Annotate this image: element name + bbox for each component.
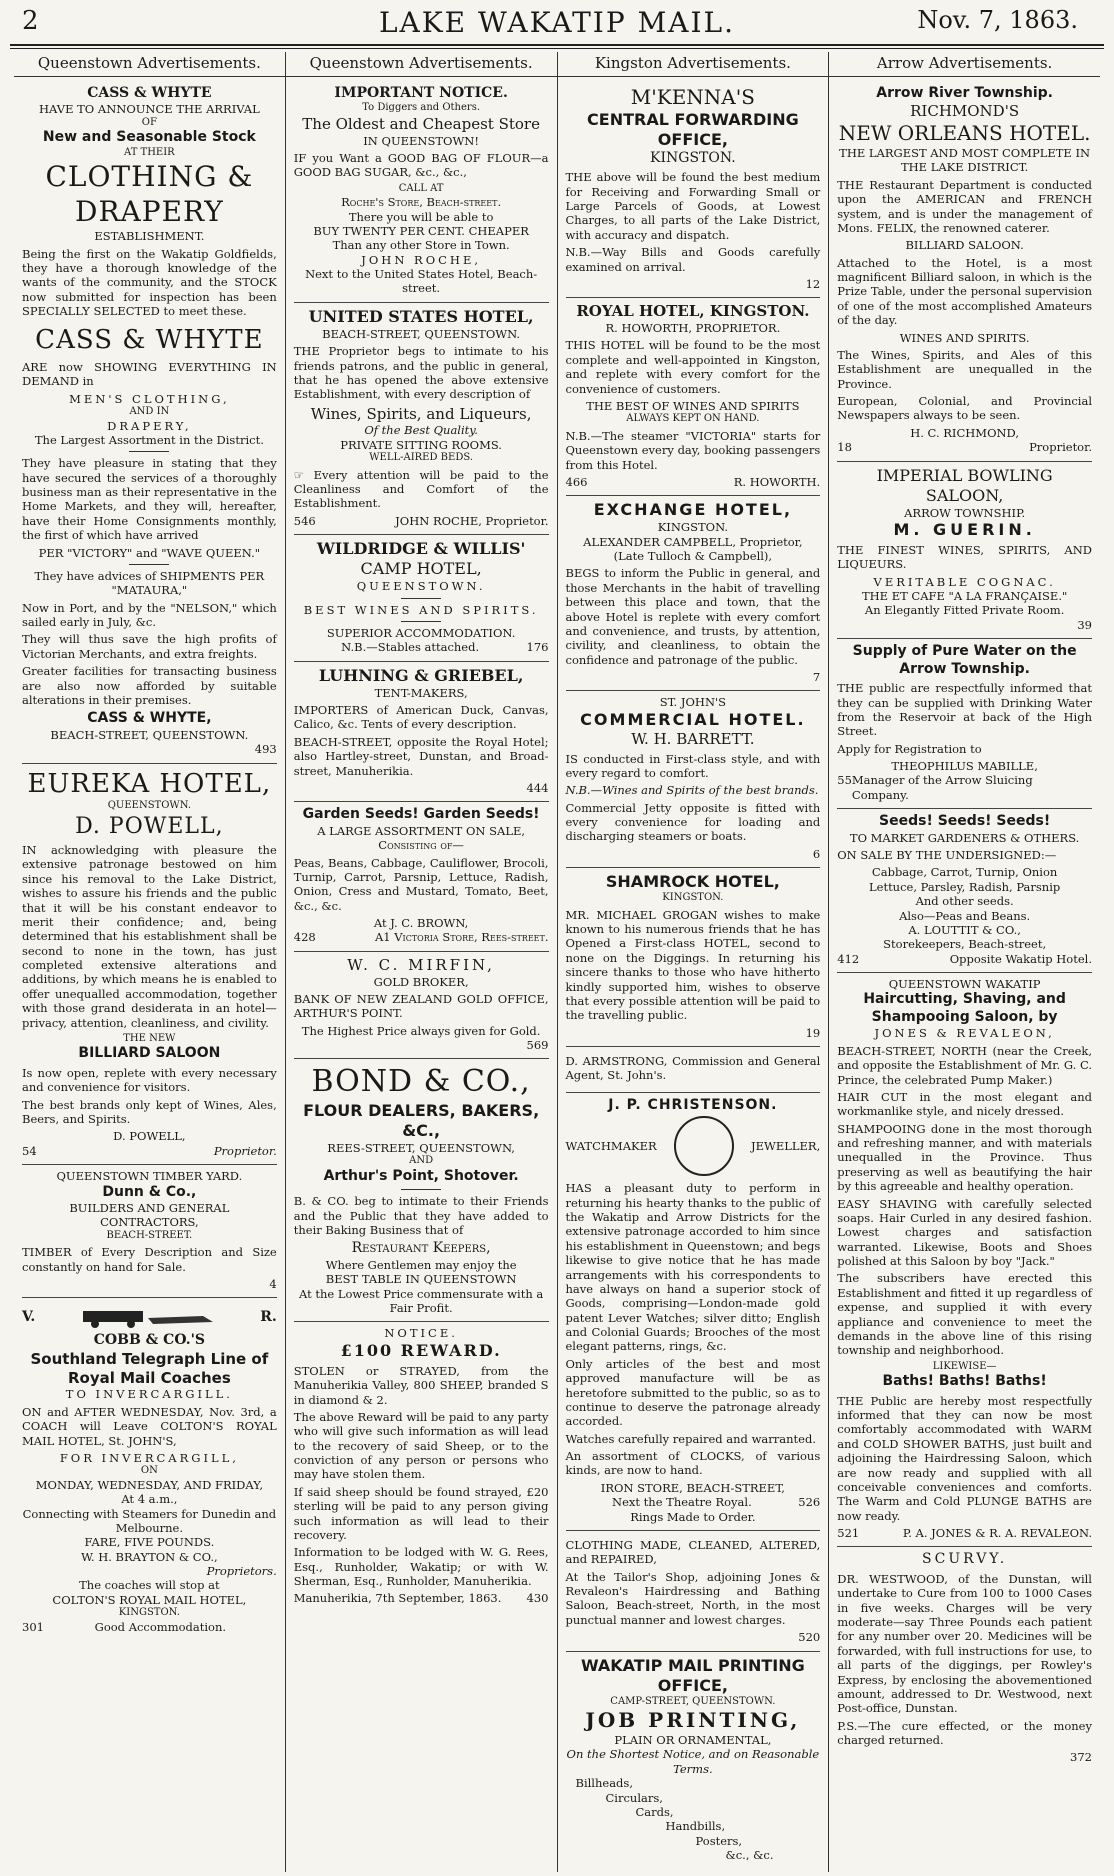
- ad-line: A1 Victoria Store, Rees-street.: [374, 930, 549, 945]
- ad-body: Only articles of the best and most approved manufacture will be as heretofore submitted to the public, so as to continue to deserve the patronage already accorded.: [565, 1356, 821, 1429]
- ad-title: EUREKA HOTEL,: [27, 768, 272, 799]
- ad-body: BEACH-STREET, NORTH (near the Creek, and opposite the Establishment of Mr. G. C. Prince, the celebrated Pump Maker.): [837, 1043, 1092, 1087]
- ad-line: On the Shortest Notice, and on Reasonable Terms.: [566, 1747, 820, 1776]
- ad-body: THE Public are hereby most respectfully informed that they can now be most comfortably accommodated with WARM and COLD SHOWER BATHS, just built and adjoining the Hairdressing Saloon, which are now ready and supplied with all conceivable conveniences and comforts. The Warm and Cold PLUNGE BATHS are now ready.: [837, 1393, 1092, 1523]
- ad-line: LIKEWISE—: [932, 1360, 997, 1372]
- ad-body: Is now open, replete with every necessary and convenience for visitors.: [22, 1065, 277, 1095]
- ad-line: COLTON'S ROYAL MAIL HOTEL,: [52, 1592, 247, 1607]
- ad-body: THE FINEST WINES, SPIRITS, AND LIQUEURS.: [837, 542, 1092, 572]
- ad-exchange-hotel: [566, 496, 821, 691]
- ad-line: KINGSTON.: [657, 520, 729, 535]
- coach-illustration-icon: [73, 1306, 223, 1328]
- ad-line: Manuherikia, 7th September, 1863.: [293, 1591, 502, 1606]
- ad-body: N.B.—Wines and Spirits of the best brands.: [565, 783, 819, 798]
- ad-number: 39: [1077, 617, 1092, 632]
- ad-line: R.: [260, 1308, 277, 1325]
- ad-line: Wines, Spirits, and Liqueurs,: [310, 404, 532, 423]
- ad-line: Consisting of—: [378, 838, 464, 853]
- ad-body: Every attention will be paid to the Cleanliness and Comfort of the Establishment.: [293, 467, 549, 511]
- ad-line: Proprietor.: [1029, 440, 1092, 455]
- ad-number: 521: [837, 1526, 860, 1540]
- ad-number: 176: [526, 640, 549, 655]
- pocket-watch-icon: [674, 1116, 734, 1176]
- ad-mckenna: [566, 81, 821, 299]
- ad-signature: W. H. BRAYTON & CO.,: [81, 1549, 218, 1564]
- ad-line: Dunn & Co.,: [102, 1183, 197, 1200]
- ad-title: CASS & WHYTE: [87, 84, 212, 101]
- ad-line: They have advices of SHIPMENTS PER "MATAURA,": [34, 568, 265, 598]
- ad-line: Storekeepers, Beach-street,: [883, 937, 1047, 952]
- ad-water-supply: [837, 639, 1092, 809]
- ad-body: Apply for Registration to: [837, 741, 982, 756]
- ad-line: PLAIN OR ORNAMENTAL,: [614, 1733, 772, 1747]
- ad-body: TIMBER of Every Description and Size constantly on hand for Sale.: [22, 1245, 277, 1274]
- ad-shamrock-hotel: [566, 868, 821, 1047]
- ad-mirfin: [294, 952, 549, 1060]
- ad-title: J. P. CHRISTENSON.: [608, 1096, 778, 1113]
- ad-body: ARE now SHOWING EVERYTHING IN DEMAND in: [22, 359, 277, 389]
- ad-line: Lettuce, Parsley, Radish, Parsnip: [869, 879, 1061, 894]
- ad-body: THIS HOTEL will be found to be the most complete and well-appointed in Kingston, and replete with every comfort for the convenience of customers.: [565, 338, 821, 396]
- ad-line: And other seeds.: [915, 894, 1014, 909]
- ad-line: IN QUEENSTOWN!: [363, 133, 479, 148]
- ad-body: BEGS to inform the Public in general, and those Merchants in the habit of travelling between this place and town, that the above Hotel is replete with every comfort and convenience, and trusts, by attention, civility, and cleanliness, to obtain the confidence and patronage of the public.: [565, 566, 821, 667]
- ad-line: THE ET CAFE "A LA FRANÇAISE.": [861, 589, 1068, 603]
- divider: [401, 621, 441, 622]
- ad-line: CAMP-STREET, QUEENSTOWN.: [610, 1695, 776, 1707]
- ad-line: BEACH-STREET, QUEENSTOWN.: [322, 326, 521, 341]
- ad-line: Connecting with Steamers for Dunedin and Melbourne.: [22, 1506, 277, 1535]
- ad-body: They will thus save the high profits of Victorian Merchants, and extra freights.: [22, 632, 277, 661]
- ad-title: M'KENNA'S: [630, 84, 755, 109]
- ad-title: NOTICE.: [384, 1326, 458, 1341]
- ad-body: Attached to the Hotel, is a most magnificent Billiard saloon, in which is the Prize Table, under the personal supervision of one of the most accomplished Amateurs of the day.: [837, 255, 1092, 328]
- ad-title: Garden Seeds! Garden Seeds!: [302, 806, 540, 823]
- ad-line: The Oldest and Cheapest Store: [302, 114, 540, 133]
- ad-number: 493: [254, 742, 277, 757]
- ad-number: 18: [837, 440, 852, 455]
- ad-line: IRON STORE, BEACH-STREET,: [600, 1480, 785, 1495]
- issue-date: Nov. 7, 1863.: [917, 6, 1078, 34]
- ad-line: DRAPERY,: [107, 418, 192, 433]
- newspaper-title: LAKE WAKATIP MAIL.: [378, 6, 736, 39]
- ad-body: The subscribers have erected this Establishment and fitted it up regardless of expense, and supplied it with every appliance and convenience to meet the demands in the above line of this rising township and neighborhood.: [837, 1271, 1092, 1358]
- ad-title: LUHNING & GRIEBEL,: [318, 665, 524, 685]
- ad-line: ON: [140, 1465, 158, 1477]
- ad-arrow-seeds: [837, 809, 1092, 973]
- ad-line: REES-STREET, QUEENSTOWN,: [327, 1140, 515, 1155]
- columns: [14, 52, 1100, 1872]
- pointing-hand-icon: ☞: [293, 467, 305, 482]
- ad-line: Arthur's Point, Shotover.: [323, 1167, 519, 1184]
- ad-line: PER "VICTORY" and "WAVE QUEEN.": [38, 545, 261, 560]
- ad-eureka-hotel: [22, 764, 277, 1166]
- ad-line: BUY TWENTY PER CENT. CHEAPER: [313, 223, 529, 238]
- ad-st-johns-hotel: [566, 691, 821, 868]
- ad-title: WILDRIDGE & WILLIS': [316, 539, 526, 559]
- ad-number: 520: [798, 1630, 821, 1645]
- ad-line: Also—Peas and Beans.: [899, 908, 1031, 923]
- ad-line: KINGSTON.: [650, 149, 736, 166]
- ad-body: Greater facilities for transacting business are also now afforded by suitable alterations in their premises.: [22, 664, 277, 707]
- list-item: Posters,: [695, 1833, 743, 1848]
- ad-line: R. HOWORTH, PROPRIETOR.: [605, 321, 781, 335]
- ad-body: THE Restaurant Department is conducted upon the AMERICAN and FRENCH system, and is under the management of Mons. FELIX, the renowned caterer.: [837, 177, 1092, 235]
- ad-body: THE above will be found the best medium for Receiving and Forwarding Small or Large Parcels of Goods, at Lowest Charges, to all parts of the Lake District, with accuracy and dispatch.: [565, 170, 821, 242]
- divider: [129, 564, 169, 565]
- ad-luhning-griebel: [294, 662, 549, 803]
- ad-line: MEN'S CLOTHING,: [69, 391, 230, 406]
- ad-line: Proprietors.: [206, 1564, 277, 1578]
- ad-body: P.S.—The cure effected, or the money charged returned.: [837, 1718, 1092, 1747]
- ad-number: 466: [565, 474, 588, 489]
- ad-body: N.B.—The steamer "VICTORIA" starts for Queenstown every day, booking passengers from this Hotel.: [565, 428, 821, 472]
- ad-line: The coaches will stop at: [79, 1578, 220, 1593]
- ad-number: 546: [293, 513, 316, 528]
- ad-line: Than any other Store in Town.: [332, 238, 510, 253]
- ad-body: D. ARMSTRONG, Commission and General Agent, St. John's.: [565, 1054, 821, 1083]
- ad-title: W. C. MIRFIN,: [347, 955, 495, 974]
- ad-body: HAS a pleasant duty to perform in returning his hearty thanks to the public of the Wakatip and Arrow Districts for the extensive patronage accorded to him since his establishment in Queenstown; and begs likewise to give notice that he has made arrangements with his correspondents to have always on hand a superior stock of Goods, comprising—London-made gold patent Lever Watches; silver ditto; English and Colonial Guards; Brooches of the most elegant patterns, rings, &c.: [565, 1181, 821, 1354]
- ad-line: Next to the United States Hotel, Beach-street.: [305, 267, 538, 296]
- ad-body: IF you Want a GOOD BAG OF FLOUR—a GOOD BAG SUGAR, &c., &c.,: [293, 150, 549, 180]
- ad-clothing-repair: [566, 1531, 821, 1652]
- ad-body: An assortment of CLOCKS, of various kinds, are now to hand.: [565, 1449, 821, 1478]
- ad-body: THE public are respectfully informed that they can be supplied with Drinking Water from the Reservoir at back of the High Street.: [837, 681, 1092, 739]
- ad-line: TO INVERCARGILL.: [65, 1387, 233, 1402]
- ad-line: PRIVATE SITTING ROOMS.: [340, 437, 502, 452]
- ad-line: FLOUR DEALERS, BAKERS, &C.,: [303, 1100, 540, 1140]
- ad-line: SUPERIOR ACCOMMODATION.: [326, 625, 516, 640]
- ad-line: £100 REWARD.: [340, 1340, 502, 1360]
- ad-title: ROYAL HOTEL, KINGSTON.: [576, 302, 810, 321]
- ad-bond-co: [294, 1059, 549, 1322]
- ad-royal-hotel: [566, 298, 821, 496]
- ad-notice-reward: [294, 1322, 549, 1611]
- ad-line: BEST TABLE IN QUEENSTOWN: [325, 1272, 517, 1287]
- list-item: Circulars,: [605, 1790, 663, 1805]
- ad-line: Where Gentlemen may enjoy the: [325, 1257, 517, 1272]
- ad-title: IMPORTANT NOTICE.: [334, 84, 508, 101]
- ad-line: THE BEST OF WINES AND SPIRITS: [586, 398, 800, 413]
- ad-headline: CASS & WHYTE: [35, 325, 264, 356]
- ad-line: BUILDERS AND GENERAL CONTRACTORS,: [69, 1201, 230, 1230]
- ad-roche-store: [294, 81, 549, 303]
- ad-line: The Highest Price always given for Gold.: [301, 1023, 541, 1038]
- ad-line: At J. C. BROWN,: [373, 916, 469, 930]
- ad-united-states-hotel: [294, 303, 549, 535]
- ad-line: JOB PRINTING,: [585, 1708, 801, 1732]
- ad-title: Seeds! Seeds! Seeds!: [879, 813, 1051, 830]
- ad-richmond-hotel: [837, 81, 1092, 462]
- ad-body: MR. MICHAEL GROGAN wishes to make known to his numerous friends that he has Opened a First-class HOTEL, second to none on the Diggings. In returning his sincere thanks to those who have hitherto kindly supported him, wishes to observe that every possible attention will be paid to the travelling public.: [565, 907, 821, 1023]
- ad-body: European, Colonial, and Provincial Newspapers always to be seen.: [837, 394, 1092, 423]
- ad-body: ON and AFTER WEDNESDAY, Nov. 3rd, a COACH will Leave COLTON'S ROYAL MAIL HOTEL, St. JOHN'S,: [22, 1404, 277, 1448]
- list-item: Billheads,: [575, 1776, 633, 1791]
- ad-line: There you will be able to: [348, 209, 494, 224]
- ad-line: New and Seasonable Stock: [42, 129, 256, 146]
- ad-line: W. H. BARRETT.: [631, 729, 755, 748]
- ad-number: 7: [812, 670, 821, 684]
- ad-body: If said sheep should be found strayed, £20 sterling will be paid to any person giving such information as will lead to their recovery.: [293, 1484, 549, 1542]
- ad-line: BILLIARD SALOON.: [905, 238, 1024, 253]
- ad-number: 6: [812, 846, 821, 861]
- ad-body: THE Proprietor begs to intimate to his friends patrons, and the public in general, that he has opened the above extensive Establishment, with every description of: [293, 344, 549, 402]
- ad-line: JEWELLER,: [751, 1139, 821, 1154]
- ad-body: ON SALE BY THE UNDERSIGNED:—: [837, 848, 1057, 862]
- ad-signature: THEOPHILUS MABILLE,: [891, 759, 1038, 773]
- ad-number: 12: [805, 276, 821, 291]
- ad-line: The Largest Assortment in the District.: [34, 432, 264, 447]
- ad-line: AND: [409, 1155, 434, 1167]
- ad-body: IN acknowledging with pleasure the extensive patronage bestowed on him since his removal to the Lake District, wishes to assure his friends and the public that it will be his constant endeavor to merit their confidence; and, being determined that his establishment shall be second to none in the town, has just completed extensive alterations and additions, by which means he is enabled to offer unequalled accommodation, together with those grand desiderata in an hotel—privacy, attention, cleanliness, and civility.: [22, 843, 277, 1030]
- ad-title: QUEENSTOWN TIMBER YARD.: [56, 1169, 243, 1184]
- ad-signature: H. C. RICHMOND,: [910, 425, 1020, 440]
- ad-line: WELL-AIRED BEDS.: [369, 452, 474, 464]
- ad-line: ALEXANDER CAMPBELL, Proprietor,: [583, 534, 803, 549]
- column-kingston: [557, 52, 829, 1872]
- ad-line: OF: [141, 116, 157, 128]
- ad-number: 55: [837, 773, 852, 788]
- ad-title: EXCHANGE HOTEL,: [593, 500, 793, 520]
- ad-line: FARE, FIVE POUNDS.: [84, 1535, 215, 1550]
- page-number: 2: [22, 6, 39, 36]
- ad-line: WATCHMAKER: [565, 1139, 657, 1154]
- ad-signature: A. LOUTTIT & CO.,: [908, 922, 1021, 937]
- ad-headline: CLOTHING & DRAPERY: [45, 160, 254, 229]
- ad-body: EASY SHAVING with carefully selected soaps. Hair Curled in any desired fashion. Lowest charges and satisfaction warranted. Likewise, Boots and Shoes polished at this Saloon by boy "Jack.": [837, 1196, 1092, 1268]
- ad-title: Arrow River Township.: [876, 84, 1053, 101]
- ad-cass-whyte: [22, 81, 277, 764]
- masthead: [0, 0, 1114, 48]
- ad-body: Watches carefully repaired and warranted.: [565, 1431, 816, 1446]
- ad-line: KINGSTON.: [118, 1607, 180, 1619]
- ad-line: THE NEW: [123, 1032, 176, 1044]
- ad-line: QUEENSTOWN WAKATIP: [888, 977, 1041, 991]
- ad-number: 372: [1070, 1750, 1092, 1765]
- ad-line: To Diggers and Others.: [362, 102, 481, 114]
- ad-line: Roche's Store, Beach-street.: [341, 195, 502, 210]
- ad-title: Haircutting, Shaving, and Shampooing Saloon, by: [863, 991, 1066, 1025]
- ad-number: 54: [22, 1143, 37, 1158]
- ad-body: DR. WESTWOOD, of the Dunstan, will undertake to Cure from 100 to 1000 Cases in five weeks. Charges will be very moderate—say Three Pounds each patient for any number over 20. Medicines will be forwarded, with full instructions for use, to all parts of the diggings, per Rowley's Express, by enclosing the abovementioned amount, addressed to Dr. Westwood, next Post-office, Dunstan.: [837, 1571, 1092, 1716]
- ad-timber-yard: [22, 1165, 277, 1298]
- ad-number: 4: [269, 1277, 277, 1291]
- ad-number: 19: [805, 1025, 821, 1040]
- ad-signature: JOHN ROCHE, Proprietor.: [395, 513, 549, 528]
- ad-body: At the Tailor's Shop, adjoining Jones & Revaleon's Hairdressing and Bathing Saloon, Beach-street, North, in the most punctual manner and lowest charges.: [565, 1569, 821, 1627]
- ad-body: They have pleasure in stating that they have secured the services of a thoroughly business man as their representative in the Home Markets, and they will, hereafter, have their Home Consignments monthly, the first of which have arrived: [22, 456, 277, 543]
- ad-line: MONDAY, WEDNESDAY, AND FRIDAY,: [35, 1477, 263, 1492]
- ad-body: SHAMPOOING done in the most thorough and refreshing manner, and with materials unequalled in the Province. Thus preserving as well as beautifying the hair by this agreeable and healthy operation.: [837, 1121, 1092, 1194]
- column-heading: Queenstown Advertisements.: [286, 52, 557, 77]
- list-item: Handbills,: [665, 1819, 726, 1834]
- ad-line: HAVE TO ANNOUNCE THE ARRIVAL: [39, 102, 260, 117]
- ad-line: At the Lowest Price commensurate with a Fair Profit.: [298, 1286, 544, 1315]
- ad-title: COMMERCIAL HOTEL.: [580, 709, 806, 729]
- ad-line: V.: [22, 1308, 36, 1325]
- column-heading: Arrow Advertisements.: [829, 52, 1100, 77]
- ad-signature: JOHN ROCHE,: [361, 252, 481, 267]
- ad-line: Proprietor.: [213, 1143, 277, 1158]
- ad-line: ARROW TOWNSHIP.: [904, 505, 1026, 520]
- masthead-rule: [10, 44, 1104, 49]
- ad-signature: R. HOWORTH.: [733, 474, 821, 489]
- column-queenstown-2: [285, 52, 557, 1872]
- ad-body: BEACH-STREET, opposite the Royal Hotel; also Hartley-street, Dunstan, and Broad-street, Manuherikia.: [293, 734, 549, 778]
- ad-number: 301: [22, 1619, 44, 1634]
- divider: [129, 451, 169, 452]
- ad-line: NEW ORLEANS HOTEL.: [838, 121, 1091, 145]
- list-item: Cards,: [635, 1804, 674, 1819]
- ad-line: (Late Tulloch & Campbell),: [613, 549, 773, 563]
- ad-line: ST. JOHN'S: [659, 695, 727, 710]
- ad-line: N.B.—Stables attached.: [341, 640, 480, 655]
- ad-line: JONES & REVALEON,: [874, 1026, 1055, 1041]
- ad-line: A LARGE ASSORTMENT ON SALE,: [317, 823, 526, 838]
- column-arrow: [828, 52, 1100, 1872]
- list-item: &c., &c.: [725, 1848, 774, 1862]
- ad-line: Of the Best Quality.: [364, 423, 478, 438]
- ad-line: Baths! Baths! Baths!: [882, 1373, 1047, 1390]
- ad-bowling-saloon: [837, 462, 1092, 640]
- ad-scurvy: [837, 1547, 1092, 1770]
- ad-body: Now in Port, and by the "NELSON," which sailed early in July, &c.: [22, 600, 277, 629]
- ad-signature: CASS & WHYTE,: [87, 710, 212, 727]
- ad-line: GOLD BROKER,: [373, 974, 469, 989]
- ad-line: Cabbage, Carrot, Turnip, Onion: [871, 865, 1058, 880]
- ad-body: The above Reward will be paid to any party who will give such information as will lead to the recovery of said Sheep, or to the conviction of any person or persons who may have stolen them.: [293, 1409, 549, 1482]
- ad-line: THE LARGEST AND MOST COMPLETE IN THE LAKE DISTRICT.: [839, 146, 1091, 175]
- ad-line: BEST WINES AND SPIRITS.: [303, 602, 539, 617]
- ad-line: Restaurant Keepers,: [351, 1240, 491, 1257]
- ad-number: 412: [837, 951, 860, 966]
- ad-line: BEACH-STREET.: [106, 1229, 193, 1241]
- ad-title: COBB & CO.'S: [93, 1332, 205, 1349]
- ad-body: BANK OF NEW ZEALAND GOLD OFFICE, ARTHUR'S POINT.: [293, 991, 549, 1021]
- ad-line: RICHMOND'S: [910, 102, 1020, 121]
- ad-signature: D. POWELL,: [113, 1129, 186, 1144]
- ad-line: AND IN: [129, 406, 170, 417]
- ad-line: TENT-MAKERS,: [374, 685, 468, 700]
- ad-line: KINGSTON.: [662, 892, 724, 904]
- ad-number: 428: [293, 930, 316, 945]
- ad-title: Supply of Pure Water on the Arrow Township.: [852, 643, 1077, 677]
- ad-signature: P. A. JONES & R. A. REVALEON.: [902, 1526, 1092, 1540]
- ad-line: BEACH-STREET, QUEENSTOWN.: [50, 727, 249, 742]
- ad-line: QUEENSTOWN.: [107, 800, 191, 811]
- divider: [401, 1189, 441, 1190]
- ad-title: UNITED STATES HOTEL,: [308, 306, 534, 326]
- ad-number: 444: [526, 780, 549, 795]
- ad-jones-revaleon: [837, 973, 1092, 1547]
- ad-line: Next the Theatre Royal.: [612, 1495, 752, 1510]
- ad-title: WAKATIP MAIL PRINTING OFFICE,: [580, 1655, 805, 1695]
- ad-body: IS conducted in First-class style, and with every regard to comfort.: [565, 751, 821, 780]
- ad-line: An Elegantly Fitted Private Room.: [864, 603, 1065, 618]
- ad-line: D. POWELL,: [75, 813, 224, 839]
- ad-body: The best brands only kept of Wines, Ales, Beers, and Spirits.: [22, 1097, 277, 1126]
- ad-line: AT THEIR: [124, 146, 175, 158]
- ad-line: QUEENSTOWN.: [356, 579, 486, 594]
- ad-line: M. GUERIN.: [893, 519, 1036, 539]
- ad-line: Southland Telegraph Line of Royal Mail Coaches: [30, 1349, 269, 1387]
- ad-line: Rings Made to Order.: [630, 1509, 756, 1524]
- ad-body: IMPORTERS of American Duck, Canvas, Calico, &c. Tents of every description.: [293, 703, 549, 732]
- ad-title: SCURVY.: [922, 1551, 1008, 1568]
- ad-body: STOLEN or STRAYED, from the Manuherikia Valley, 800 SHEEP, branded S in diamond & 2.: [293, 1363, 549, 1407]
- ad-line: Manager of the Arrow Sluicing Company.: [851, 773, 1033, 802]
- ad-line: At 4 a.m.,: [121, 1492, 178, 1507]
- ad-line: CENTRAL FORWARDING OFFICE,: [587, 109, 799, 149]
- ad-printing-office: [566, 1652, 821, 1869]
- ad-title: IMPERIAL BOWLING SALOON,: [876, 465, 1053, 505]
- ad-line: ALWAYS KEPT ON HAND.: [626, 413, 760, 425]
- ad-body: HAIR CUT in the most elegant and workmanlike style, and nicely dressed.: [837, 1089, 1092, 1119]
- divider: [401, 598, 441, 599]
- ad-line: CALL AT: [398, 182, 444, 194]
- ad-line: Opposite Wakatip Hotel.: [949, 951, 1092, 966]
- ad-body: CLOTHING MADE, CLEANED, ALTERED, and REPAIRED,: [565, 1537, 821, 1567]
- ad-body: The Wines, Spirits, and Ales of this Establishment are unequalled in the Province.: [837, 347, 1092, 391]
- ad-number: 430: [526, 1591, 549, 1606]
- ad-line: VERITABLE COGNAC.: [873, 574, 1056, 589]
- column-heading: Queenstown Advertisements.: [14, 52, 285, 77]
- ad-number: 569: [526, 1038, 549, 1052]
- ad-line: Good Accommodation.: [94, 1619, 227, 1634]
- ad-title: BOND & CO.,: [311, 1064, 531, 1100]
- ad-armstrong: [566, 1047, 821, 1093]
- ad-line: CAMP HOTEL,: [360, 559, 482, 579]
- ad-line: ESTABLISHMENT.: [94, 229, 205, 244]
- ad-christenson: [566, 1093, 821, 1531]
- ad-body: Peas, Beans, Cabbage, Cauliflower, Brocoli, Turnip, Carrot, Parsnip, Lettuce, Radish, Onion, Cress and Mustard, Tomato, Beet, &c., &c.: [293, 855, 549, 913]
- ad-camp-hotel: [294, 535, 549, 662]
- ad-body: Information to be lodged with W. G. Rees, Esq., Runholder, Wakatip; or with W. Sherman, Esq., Runholder, Manuherikia.: [293, 1545, 549, 1588]
- ad-body: B. & CO. beg to intimate to their Friends and the Public that they have added to their Baking Business that of: [293, 1194, 549, 1237]
- column-queenstown-1: [14, 52, 285, 1872]
- ad-line: WINES AND SPIRITS.: [899, 330, 1030, 345]
- column-heading: Kingston Advertisements.: [558, 52, 829, 77]
- ad-line: BILLIARD SALOON: [78, 1045, 221, 1062]
- ad-cobb-coaches: [22, 1298, 277, 1640]
- ad-line: TO MARKET GARDENERS & OTHERS.: [849, 830, 1080, 845]
- ad-body: N.B.—Way Bills and Goods carefully examined on arrival.: [565, 245, 821, 274]
- ad-garden-seeds: [294, 802, 549, 952]
- ad-number: 526: [798, 1495, 821, 1510]
- ad-body: Being the first on the Wakatip Goldfields, they have a thorough knowledge of the wants of the community, and the STOCK now submitted for inspection has been SPECIALLY SELECTED to meet these.: [22, 246, 277, 318]
- ad-body: Commercial Jetty opposite is fitted with every convenience for loading and discharging steamers or boats.: [565, 800, 821, 844]
- ad-line: FOR INVERCARGILL,: [59, 1450, 239, 1465]
- ad-title: SHAMROCK HOTEL,: [605, 872, 780, 892]
